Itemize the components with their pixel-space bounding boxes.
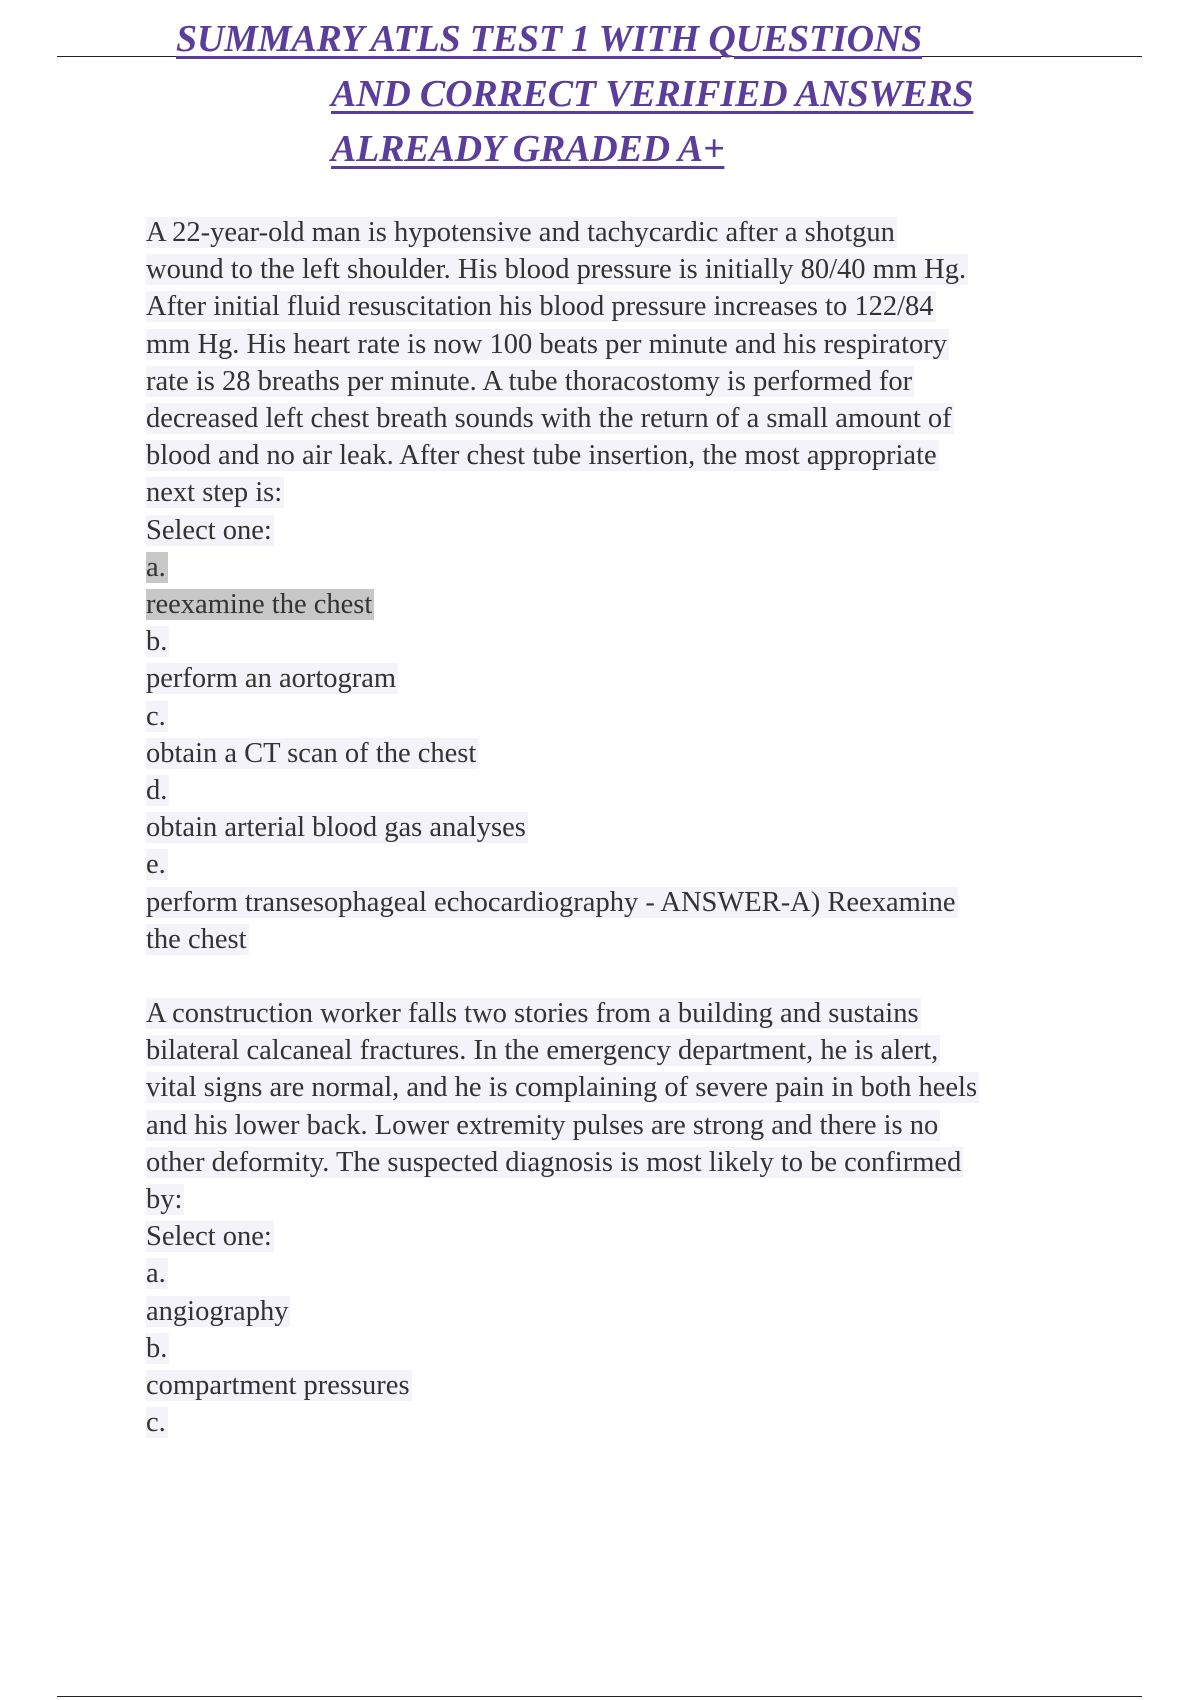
question-2-option-b-letter: b. (146, 1332, 168, 1364)
question-1-stem-line: blood and no air leak. After chest tube insertion, the most appropriate (146, 440, 937, 472)
document-title-line-2: AND CORRECT VERIFIED ANSWERS (331, 73, 974, 115)
question-1-option-a-letter: a. (146, 551, 166, 583)
question-1-stem-line: next step is: (146, 477, 283, 509)
question-2 (146, 995, 1086, 1441)
question-2-stem-line: and his lower back. Lower extremity pulses are strong and there is no (146, 1109, 939, 1141)
document-body (146, 214, 1086, 1442)
question-1-option-d-text: obtain arterial blood gas analyses (146, 812, 526, 844)
document-title-line-3: ALREADY GRADED A+ (331, 128, 725, 170)
paragraph-gap (146, 958, 1086, 995)
question-1-stem-line: rate is 28 breaths per minute. A tube thoracostomy is performed for (146, 365, 913, 397)
bottom-rule (57, 1696, 1142, 1697)
question-2-stem-line: vital signs are normal, and he is complaining of severe pain in both heels (146, 1072, 978, 1104)
question-2-stem-line: A construction worker falls two stories from a building and sustains (146, 998, 919, 1030)
question-1-stem-line: wound to the left shoulder. His blood pressure is initially 80/40 mm Hg. (146, 254, 967, 286)
question-1-option-d-letter: d. (146, 775, 168, 807)
question-2-option-a-text: angiography (146, 1295, 289, 1327)
question-1-option-a-text: reexamine the chest (146, 589, 373, 621)
question-1-option-c-text: obtain a CT scan of the chest (146, 737, 477, 769)
question-1-option-b-letter: b. (146, 626, 168, 658)
document-title-line-1: SUMMARY ATLS TEST 1 WITH QUESTIONS (176, 18, 923, 60)
question-1-stem-line: A 22-year-old man is hypotensive and tachycardic after a shotgun (146, 217, 895, 248)
question-2-option-a-letter: a. (146, 1258, 166, 1290)
question-1-option-b-text: perform an aortogram (146, 663, 397, 695)
question-1-stem-line: After initial fluid resuscitation his blood pressure increases to 122/84 (146, 291, 934, 323)
question-2-option-b-text: compartment pressures (146, 1370, 410, 1402)
question-1-option-c-letter: c. (146, 700, 166, 732)
question-2-stem-line: by: (146, 1184, 183, 1216)
question-2-prompt: Select one: (146, 1221, 272, 1253)
question-1-stem-line: decreased left chest breath sounds with the return of a small amount of (146, 403, 952, 435)
question-1-option-e-text: perform transesophageal echocardiography - ANSWER-A) Reexamine (146, 886, 956, 918)
question-1-answer-continuation: the chest (146, 923, 247, 955)
question-2-option-c-letter: c. (146, 1407, 166, 1439)
question-2-stem-line: bilateral calcaneal fractures. In the emergency department, he is alert, (146, 1035, 939, 1067)
question-1-prompt: Select one: (146, 514, 272, 546)
question-1 (146, 214, 1086, 958)
question-1-option-e-letter: e. (146, 849, 166, 881)
question-2-stem-line: other deformity. The suspected diagnosis is most likely to be confirmed (146, 1146, 962, 1178)
question-1-stem-line: mm Hg. His heart rate is now 100 beats per minute and his respiratory (146, 328, 947, 360)
